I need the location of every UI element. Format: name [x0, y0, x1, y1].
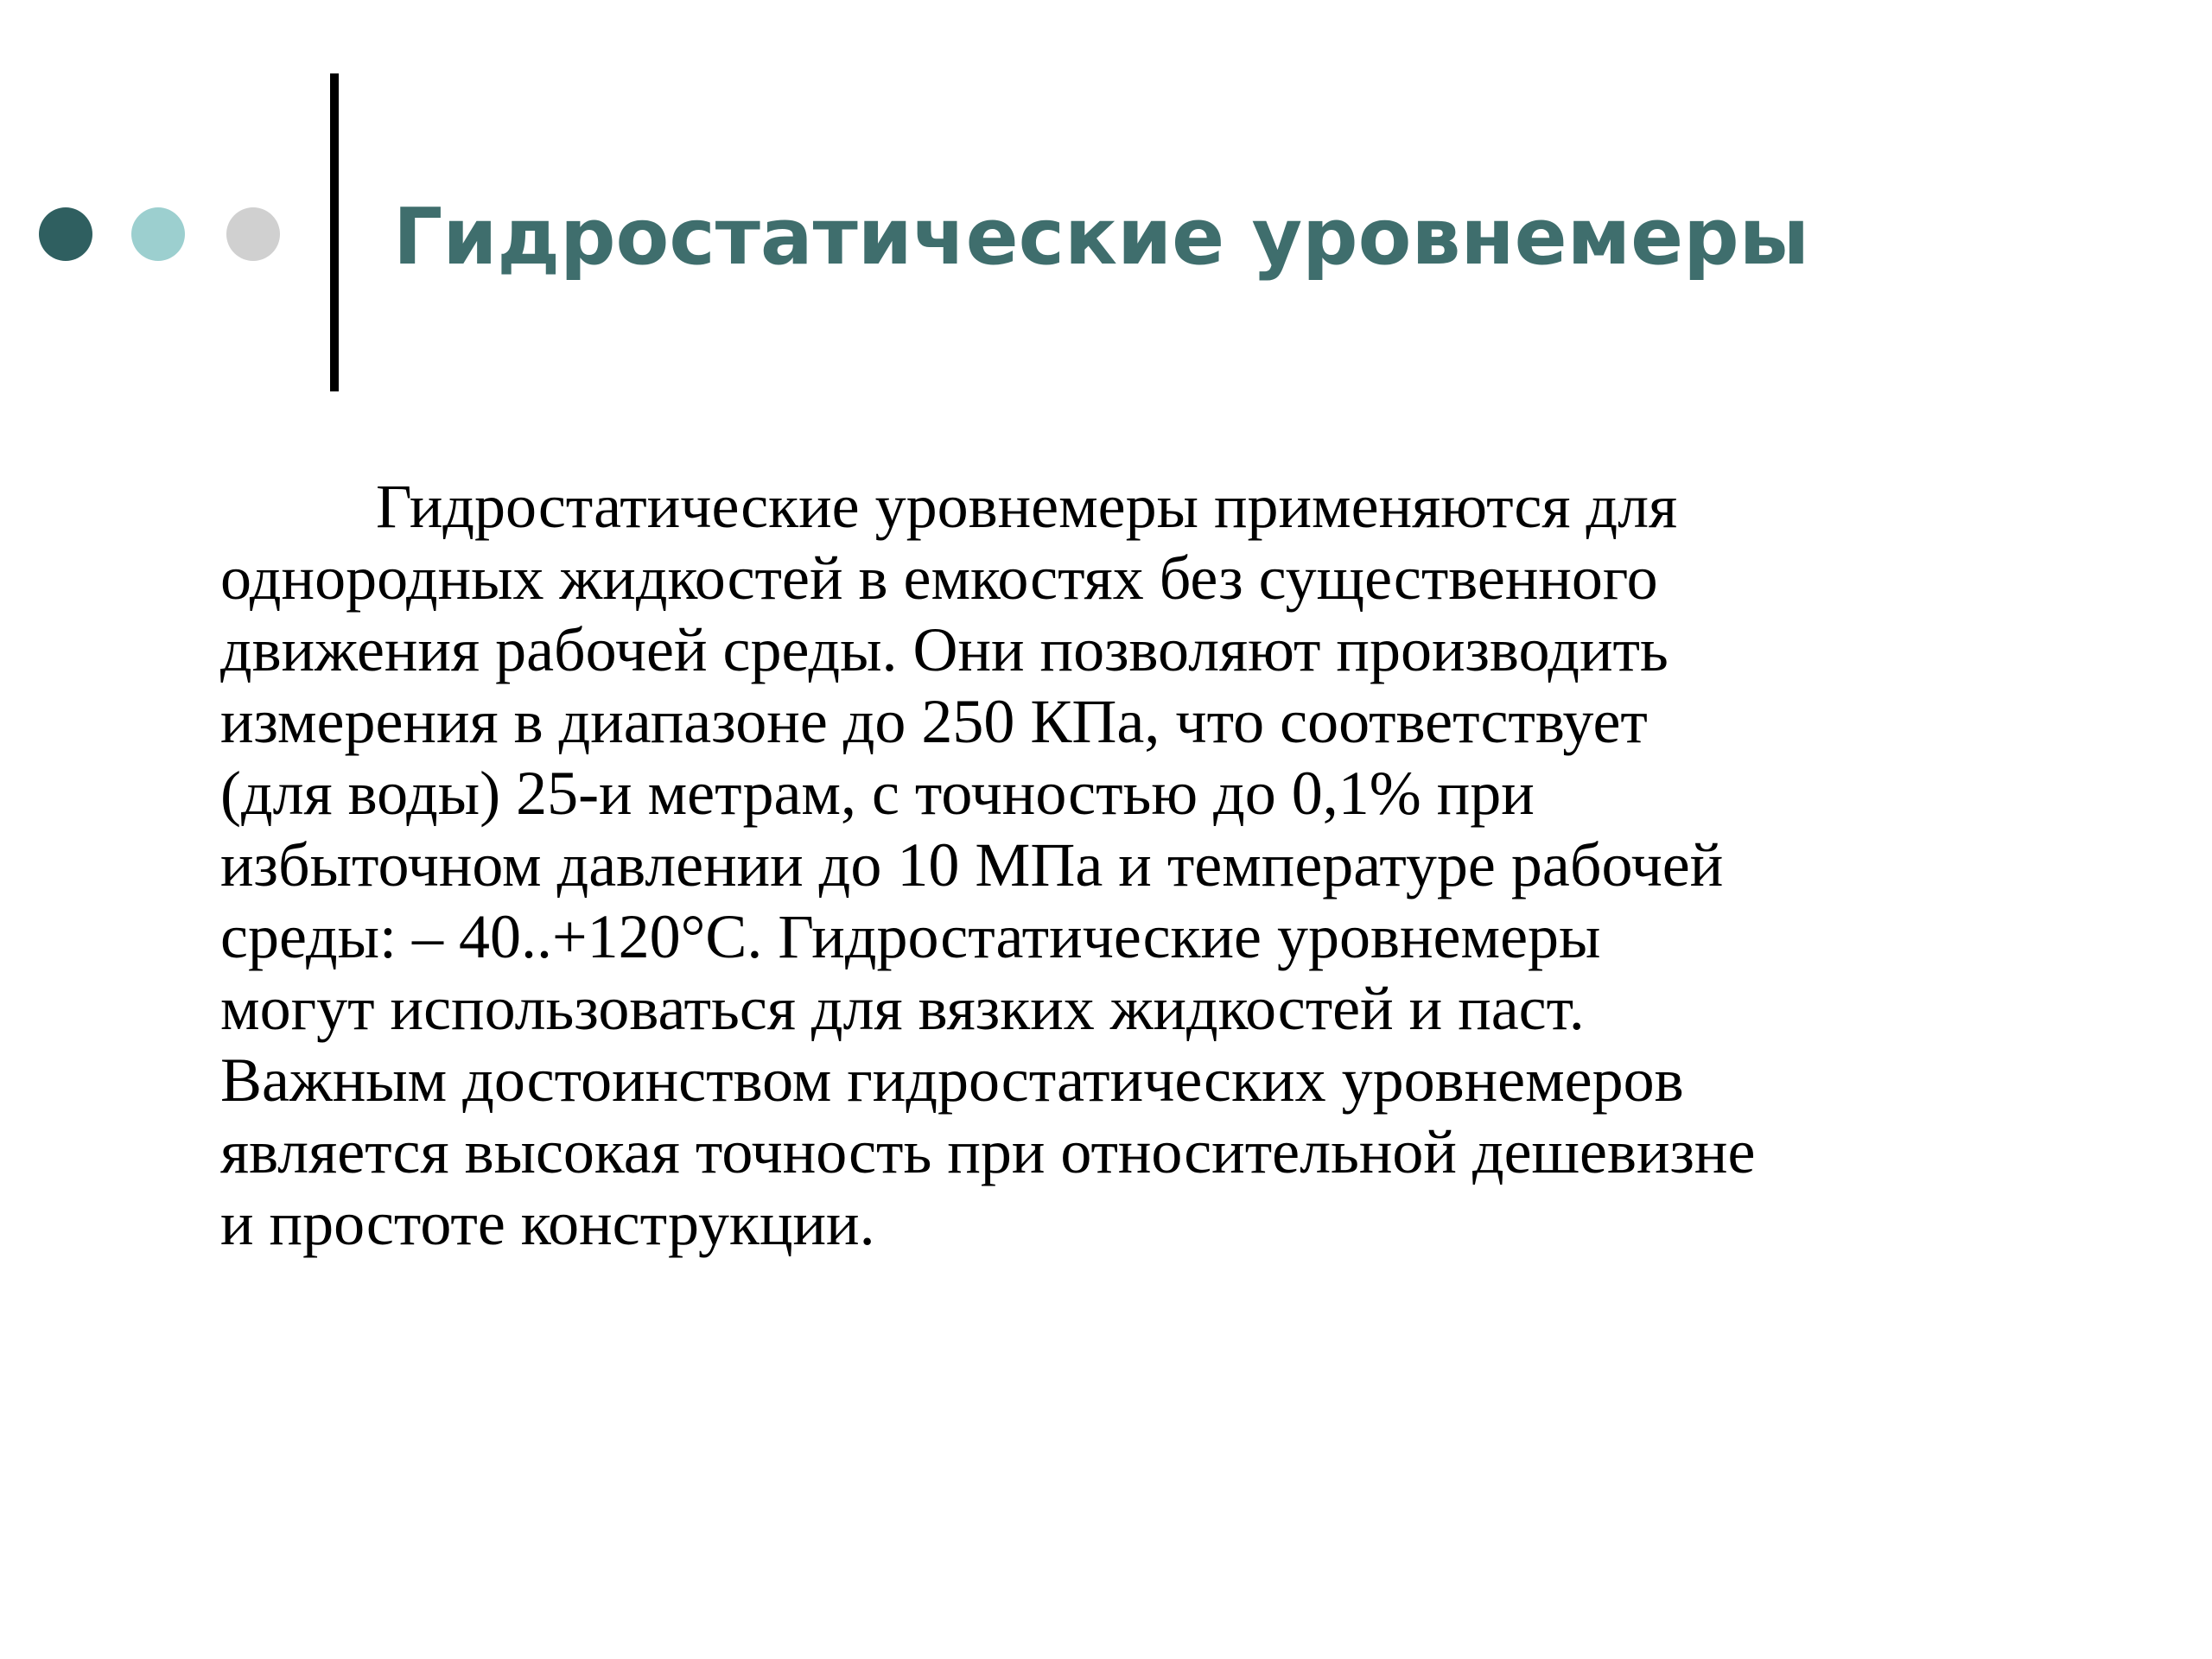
body-line: Гидростатические уровнемеры применяются для	[376, 472, 1678, 541]
body-line: могут использоваться для вязких жидкостей и паст.	[220, 974, 1585, 1043]
decorative-dot-dark	[39, 207, 92, 261]
body-line: движения рабочей среды. Они позволяют производить	[220, 615, 1669, 684]
slide-body-text	[220, 471, 2087, 1260]
slide-title: Гидростатические уровнемеры	[393, 192, 1810, 283]
decorative-dot-gray	[226, 207, 280, 261]
body-line: измерения в диапазоне до 250 КПа, что соответствует	[220, 687, 1648, 756]
body-line: и простоте конструкции.	[220, 1189, 875, 1258]
title-divider-line	[330, 73, 339, 391]
body-line: Важным достоинством гидростатических уровнемеров	[220, 1046, 1684, 1115]
body-line: избыточном давлении до 10 МПа и температуре рабочей	[220, 830, 1724, 899]
body-line: (для воды) 25-и метрам, с точностью до 0,1% при	[220, 759, 1535, 828]
body-line: является высокая точность при относительной дешевизне	[220, 1117, 1756, 1186]
body-line: среды: – 40..+120°С. Гидростатические уровнемеры	[220, 902, 1601, 971]
body-line: однородных жидкостей в емкостях без существенного	[220, 543, 1658, 613]
decorative-dot-light	[131, 207, 185, 261]
